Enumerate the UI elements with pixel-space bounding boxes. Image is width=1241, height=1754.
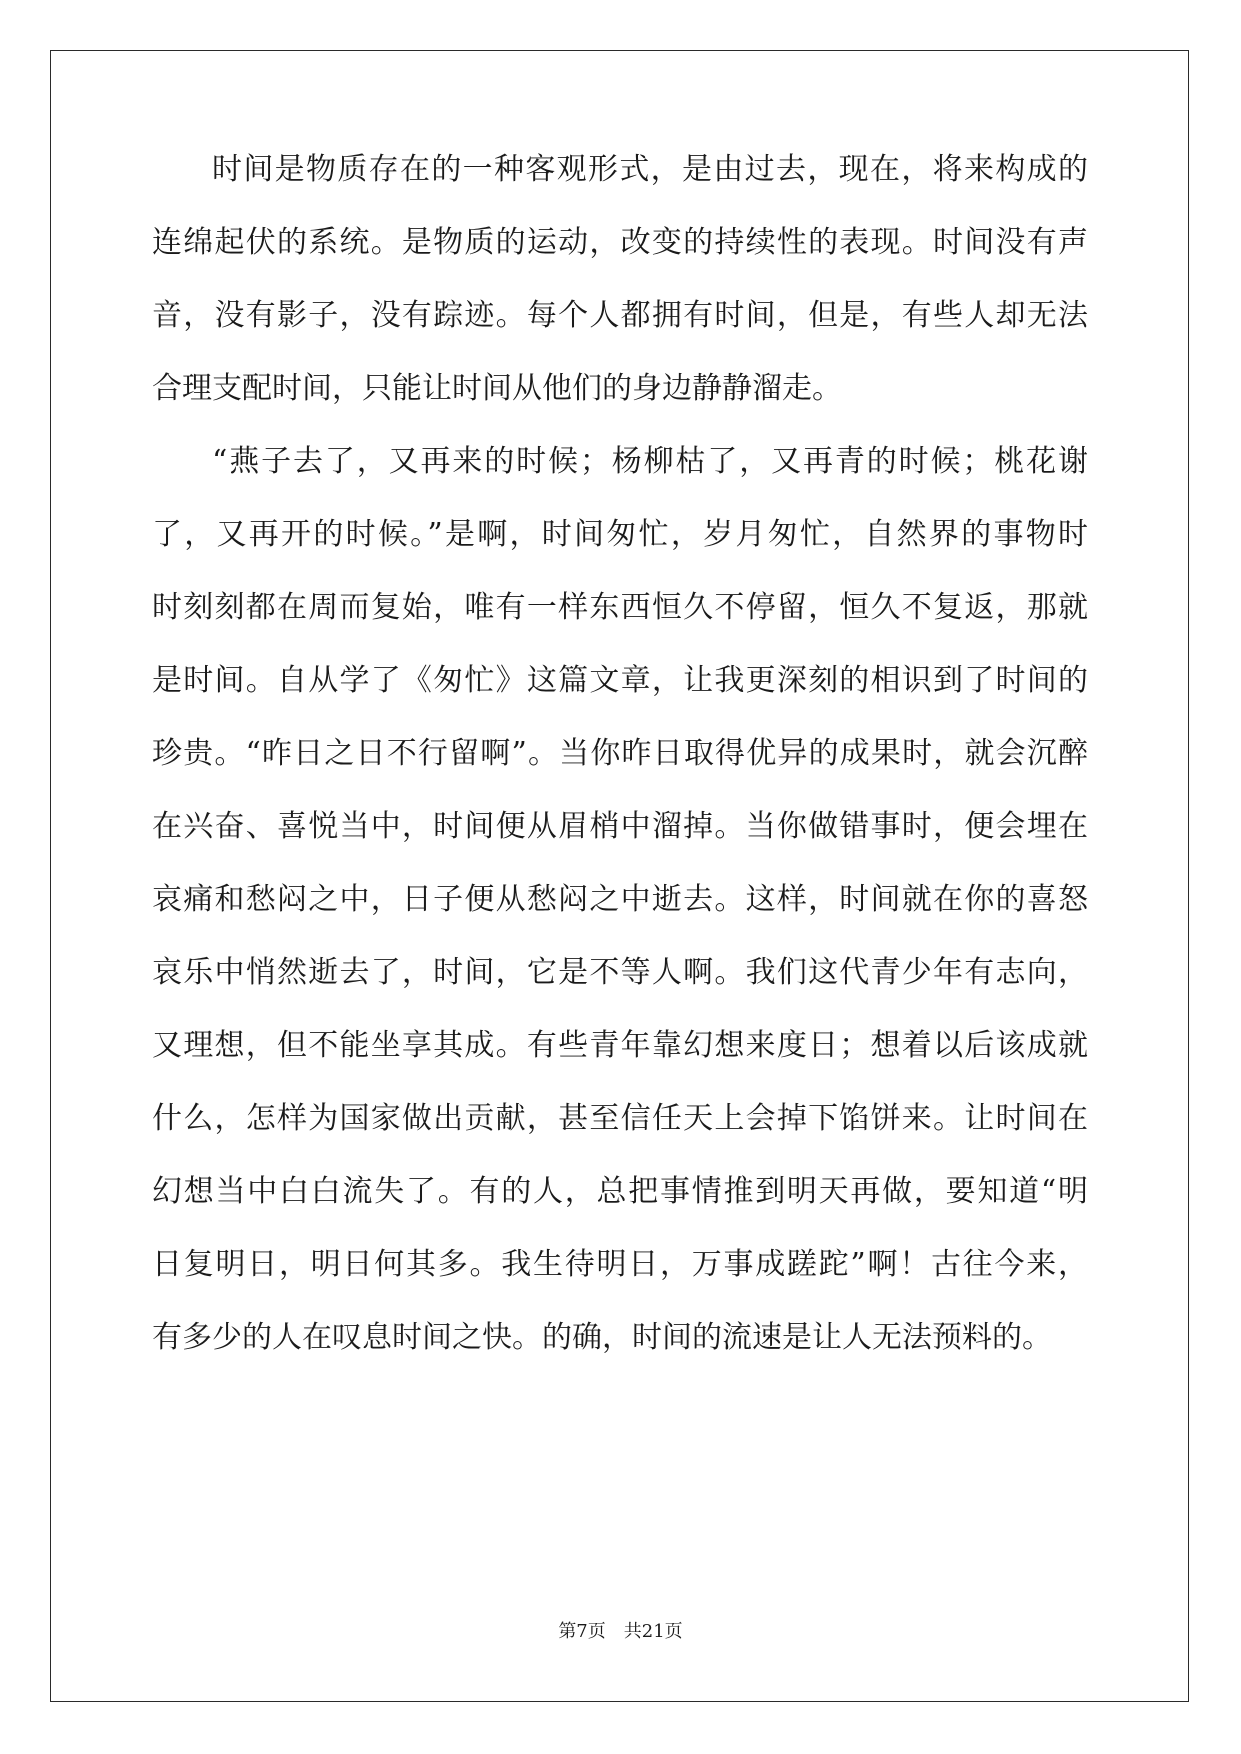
page-total: 共21页	[623, 1621, 683, 1642]
text-line: 幻想当中白白流失了。有的人，总把事情推到明天再做，要知道“明	[152, 1174, 1088, 1209]
text-line: 连绵起伏的系统。是物质的运动，改变的持续性的表现。时间没有声	[152, 225, 1088, 260]
text-line: 什么，怎样为国家做出贡献，甚至信任天上会掉下馅饼来。让时间在	[152, 1101, 1088, 1136]
text-line: 在兴奋、喜悦当中，时间便从眉梢中溜掉。当你做错事时，便会埋在	[152, 809, 1088, 844]
text-line: “燕子去了，又再来的时候；杨柳枯了，又再青的时候；桃花谢	[212, 444, 1088, 479]
text-line: 了，又再开的时候。”是啊，时间匆忙，岁月匆忙，自然界的事物时	[152, 517, 1088, 552]
page-footer	[0, 1617, 1241, 1643]
text-line: 音，没有影子，没有踪迹。每个人都拥有时间，但是，有些人却无法	[152, 298, 1088, 333]
text-line: 合理支配时间，只能让时间从他们的身边静静溜走。	[152, 371, 842, 406]
text-line: 日复明日，明日何其多。我生待明日，万事成蹉跎”啊！古往今来，	[152, 1247, 1088, 1282]
text-line: 是时间。自从学了《匆忙》这篇文章，让我更深刻的相识到了时间的	[152, 663, 1088, 698]
text-line: 哀痛和愁闷之中，日子便从愁闷之中逝去。这样，时间就在你的喜怒	[152, 882, 1088, 917]
text-line: 哀乐中悄然逝去了，时间，它是不等人啊。我们这代青少年有志向，	[152, 955, 1088, 990]
text-line: 珍贵。“昨日之日不行留啊”。当你昨日取得优异的成果时，就会沉醉	[152, 736, 1088, 771]
text-line: 有多少的人在叹息时间之快。的确，时间的流速是让人无法预料的。	[152, 1320, 1052, 1355]
text-line: 时间是物质存在的一种客观形式，是由过去，现在，将来构成的	[212, 152, 1088, 187]
text-line: 又理想，但不能坐享其成。有些青年靠幻想来度日；想着以后该成就	[152, 1028, 1088, 1063]
text-line: 时刻刻都在周而复始，唯有一样东西恒久不停留，恒久不复返，那就	[152, 590, 1088, 625]
page-number: 第7页	[558, 1621, 606, 1642]
